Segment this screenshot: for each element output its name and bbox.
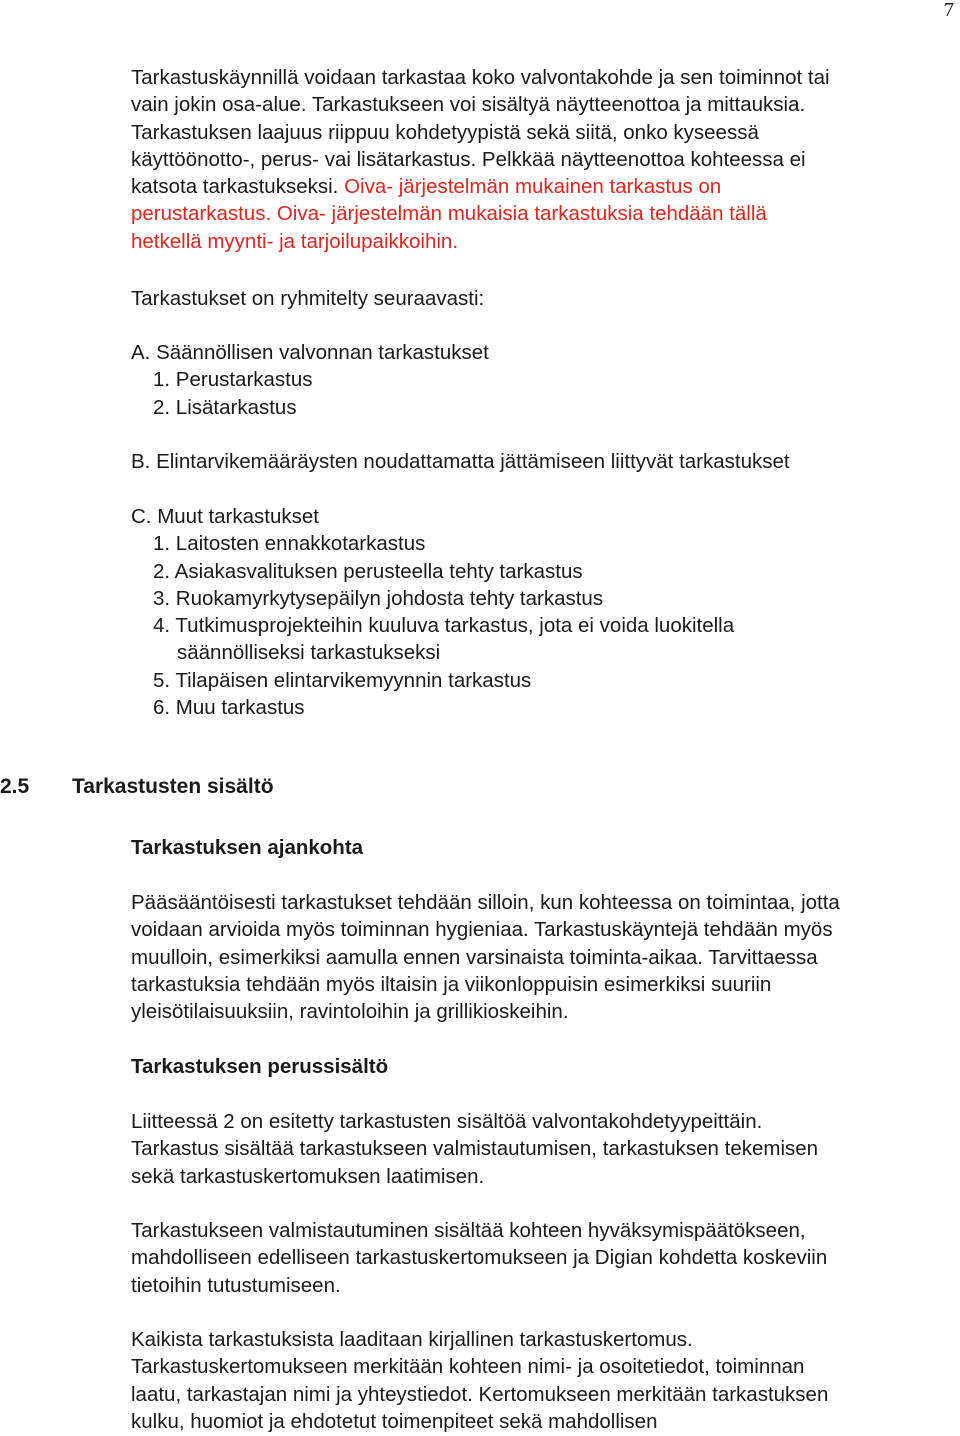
paragraph-line: tietoihin tutustumiseen. [131,1273,341,1297]
grouping-intro-text: Tarkastukset on ryhmitelty seuraavasti: [131,287,485,310]
intro-paragraph [131,64,951,255]
subsection-title: Tarkastuksen perussisältö [131,1055,389,1078]
intro-line-black-part: katsota tarkastukseksi. [131,175,345,199]
paragraph-line: sekä tarkastuskertomuksen laatimisen. [131,1164,485,1188]
group-b [131,448,951,475]
paragraph-line: Tarkastukseen valmistautuminen sisältää kohteen hyväksymispäätökseen, [131,1219,806,1242]
group-a-item: 2. Lisätarkastus [153,395,297,419]
intro-line: Tarkastuskäynnillä voidaan tarkastaa koko valvontakohde ja sen toiminnot tai [131,66,830,89]
intro-line: Tarkastuksen laajuus riippuu kohdetyypistä sekä siitä, onko kyseessä [131,120,759,144]
intro-line-red: perustarkastus. Oiva- järjestelmän mukaisia tarkastuksia tehdään tällä [131,202,767,226]
page-number: 7 [944,0,954,21]
group-b-title: B. Elintarvikemääräysten noudattamatta jättämiseen liittyvät tarkastukset [131,450,790,473]
section-number: 2.5 [0,775,30,798]
subsection-heading-content [131,1053,951,1080]
paragraph-line: tarkastuksia tehdään myös iltaisin ja viikonloppuisin esimerkiksi suuriin [131,972,772,996]
group-c-item: 2. Asiakasvalituksen perusteella tehty tarkastus [153,559,583,583]
group-c-item: 3. Ruokamyrkytysepäilyn johdosta tehty tarkastus [153,586,604,610]
section-title: Tarkastusten sisältö [72,775,274,798]
group-c-item-continuation: säännölliseksi tarkastukseksi [177,641,441,665]
group-a-item: 1. Perustarkastus [153,368,313,392]
group-c-title: C. Muut tarkastukset [131,505,319,528]
paragraph-line: Tarkastus sisältää tarkastukseen valmistautumisen, tarkastuksen tekemisen [131,1137,819,1161]
intro-line: käyttöönotto-, perus- vai lisätarkastus. Pelkkää näytteenottoa kohteessa ei [131,147,806,171]
paragraph-line: voidaan arvioida myös toiminnan hygieniaa. Tarkastuskäyntejä tehdään myös [131,918,833,942]
paragraph-line: Tarkastuskertomukseen merkitään kohteen nimi- ja osoitetiedot, toiminnan [131,1355,805,1379]
paragraph-line: Kaikista tarkastuksista laaditaan kirjallinen tarkastuskertomus. [131,1328,693,1351]
paragraph-line: muulloin, esimerkiksi aamulla ennen varsinaista toiminta-aikaa. Tarvittaessa [131,945,818,969]
group-c-item: 4. Tutkimusprojekteihin kuuluva tarkastus, jota ei voida luokitella [153,614,735,638]
intro-line-red-part: Oiva- järjestelmän mukainen tarkastus on [344,175,722,199]
paragraph-line: mahdolliseen edelliseen tarkastuskertomukseen ja Digian kohdetta koskeviin [131,1246,828,1270]
grouping-intro [131,285,951,312]
subsection-heading-timing [131,834,951,861]
group-c-item: 1. Laitosten ennakkotarkastus [153,532,426,556]
paragraph-line: kulku, huomiot ja ehdotetut toimenpiteet sekä mahdollisen [131,1409,658,1433]
paragraph-line: Liitteessä 2 on esitetty tarkastusten sisältöä valvontakohdetyypeittäin. [131,1110,763,1133]
group-c-item: 6. Muu tarkastus [153,696,305,720]
content-paragraph-3 [131,1326,951,1435]
intro-line: vain jokin osa-alue. Tarkastukseen voi sisältyä näytteenottoa ja mittauksia. [131,93,806,117]
section-heading [0,773,274,800]
group-a-title: A. Säännöllisen valvonnan tarkastukset [131,341,489,364]
paragraph-line: laatu, tarkastajan nimi ja yhteystiedot. Kertomukseen merkitään tarkastuksen [131,1382,829,1406]
content-paragraph-1 [131,1108,951,1190]
group-c-item: 5. Tilapäisen elintarvikemyynnin tarkastus [153,668,532,692]
paragraph-line: Pääsääntöisesti tarkastukset tehdään silloin, kun kohteessa on toimintaa, jotta [131,891,840,914]
intro-line-mixed [131,173,951,200]
timing-paragraph [131,889,951,1025]
group-c [131,503,951,721]
group-a [131,339,951,421]
subsection-title: Tarkastuksen ajankohta [131,836,364,859]
intro-line-red: hetkellä myynti- ja tarjoilupaikkoihin. [131,229,459,253]
paragraph-line: yleisötilaisuuksiin, ravintoloihin ja grillikioskeihin. [131,1000,569,1024]
content-paragraph-2 [131,1217,951,1299]
